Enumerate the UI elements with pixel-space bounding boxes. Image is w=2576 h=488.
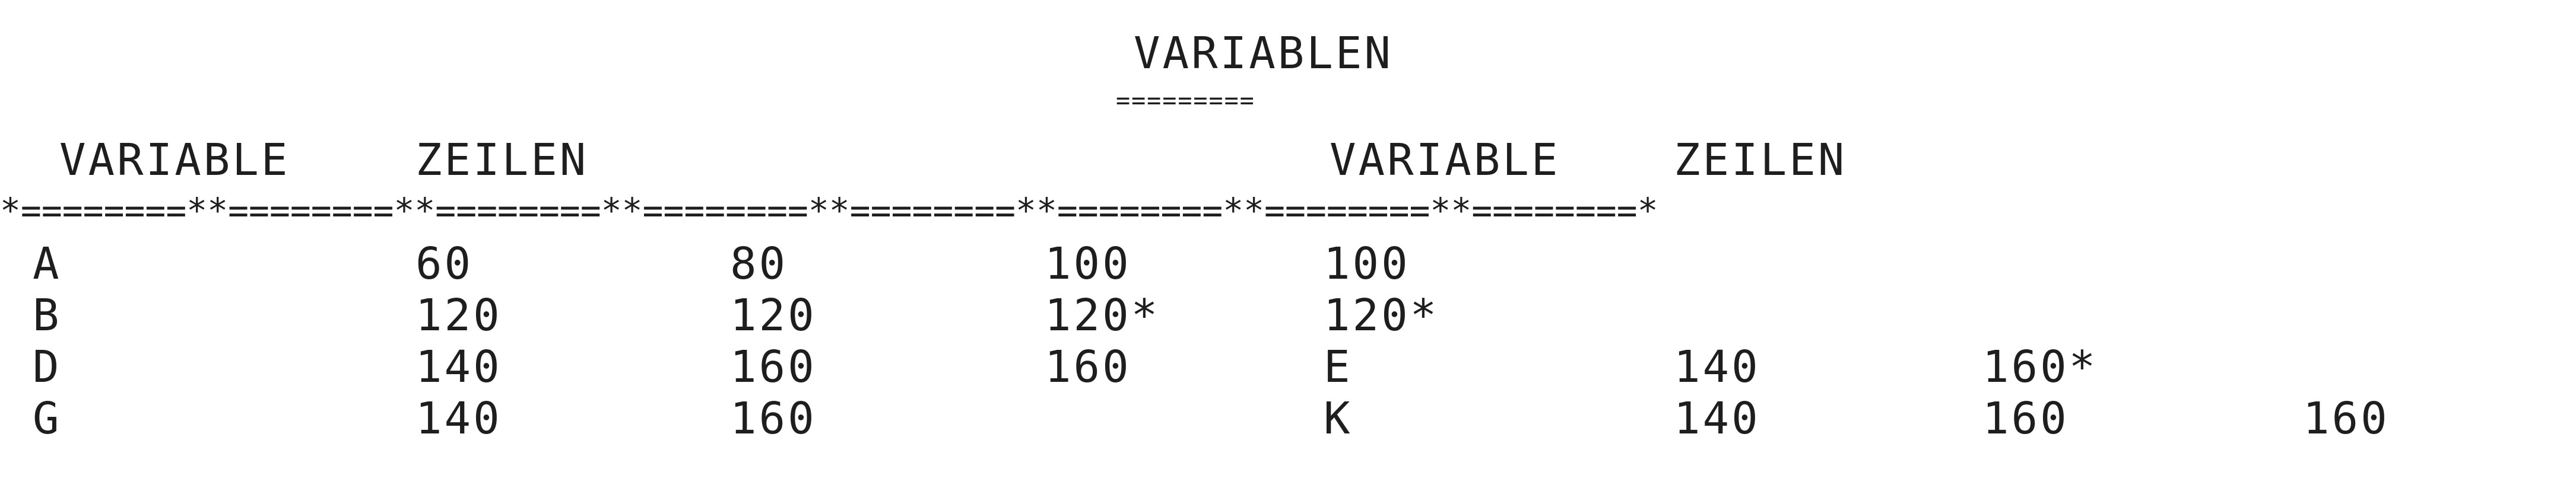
row-line-number: 60 xyxy=(415,238,474,289)
row-line-number: 140 xyxy=(1674,393,1760,444)
header-zeilen-left: ZEILEN xyxy=(415,135,589,186)
row-variable: D xyxy=(33,342,62,393)
row-variable: G xyxy=(33,393,62,444)
row-variable-right: E xyxy=(1324,342,1353,393)
header-variable-right: VARIABLE xyxy=(1330,135,1560,186)
row-line-number: 100 xyxy=(1324,238,1410,289)
row-line-number: 160 xyxy=(2303,393,2390,444)
row-line-number: 140 xyxy=(415,342,502,393)
row-line-number: 120* xyxy=(1324,290,1439,341)
row-line-number: 160 xyxy=(730,393,817,444)
title-underline: ========= xyxy=(1116,87,1255,114)
row-line-number: 140 xyxy=(415,393,502,444)
row-variable: A xyxy=(33,238,62,289)
row-line-number: 100 xyxy=(1045,238,1131,289)
row-line-number: 160 xyxy=(730,342,817,393)
separator-line: *========**========**========**========**========**========**========**========* xyxy=(0,193,1658,228)
row-line-number: 120* xyxy=(1045,290,1160,341)
page-title: VARIABLEN xyxy=(1134,28,1393,79)
row-line-number: 120 xyxy=(415,290,502,341)
header-zeilen-right: ZEILEN xyxy=(1674,135,1847,186)
row-variable-right: K xyxy=(1324,393,1353,444)
row-line-number: 80 xyxy=(730,238,788,289)
row-line-number: 160* xyxy=(1982,342,2098,393)
row-line-number: 160 xyxy=(1045,342,1131,393)
row-line-number: 160 xyxy=(1982,393,2069,444)
row-line-number: 120 xyxy=(730,290,817,341)
row-variable: B xyxy=(33,290,62,341)
header-variable-left: VARIABLE xyxy=(59,135,290,186)
row-line-number: 140 xyxy=(1674,342,1760,393)
